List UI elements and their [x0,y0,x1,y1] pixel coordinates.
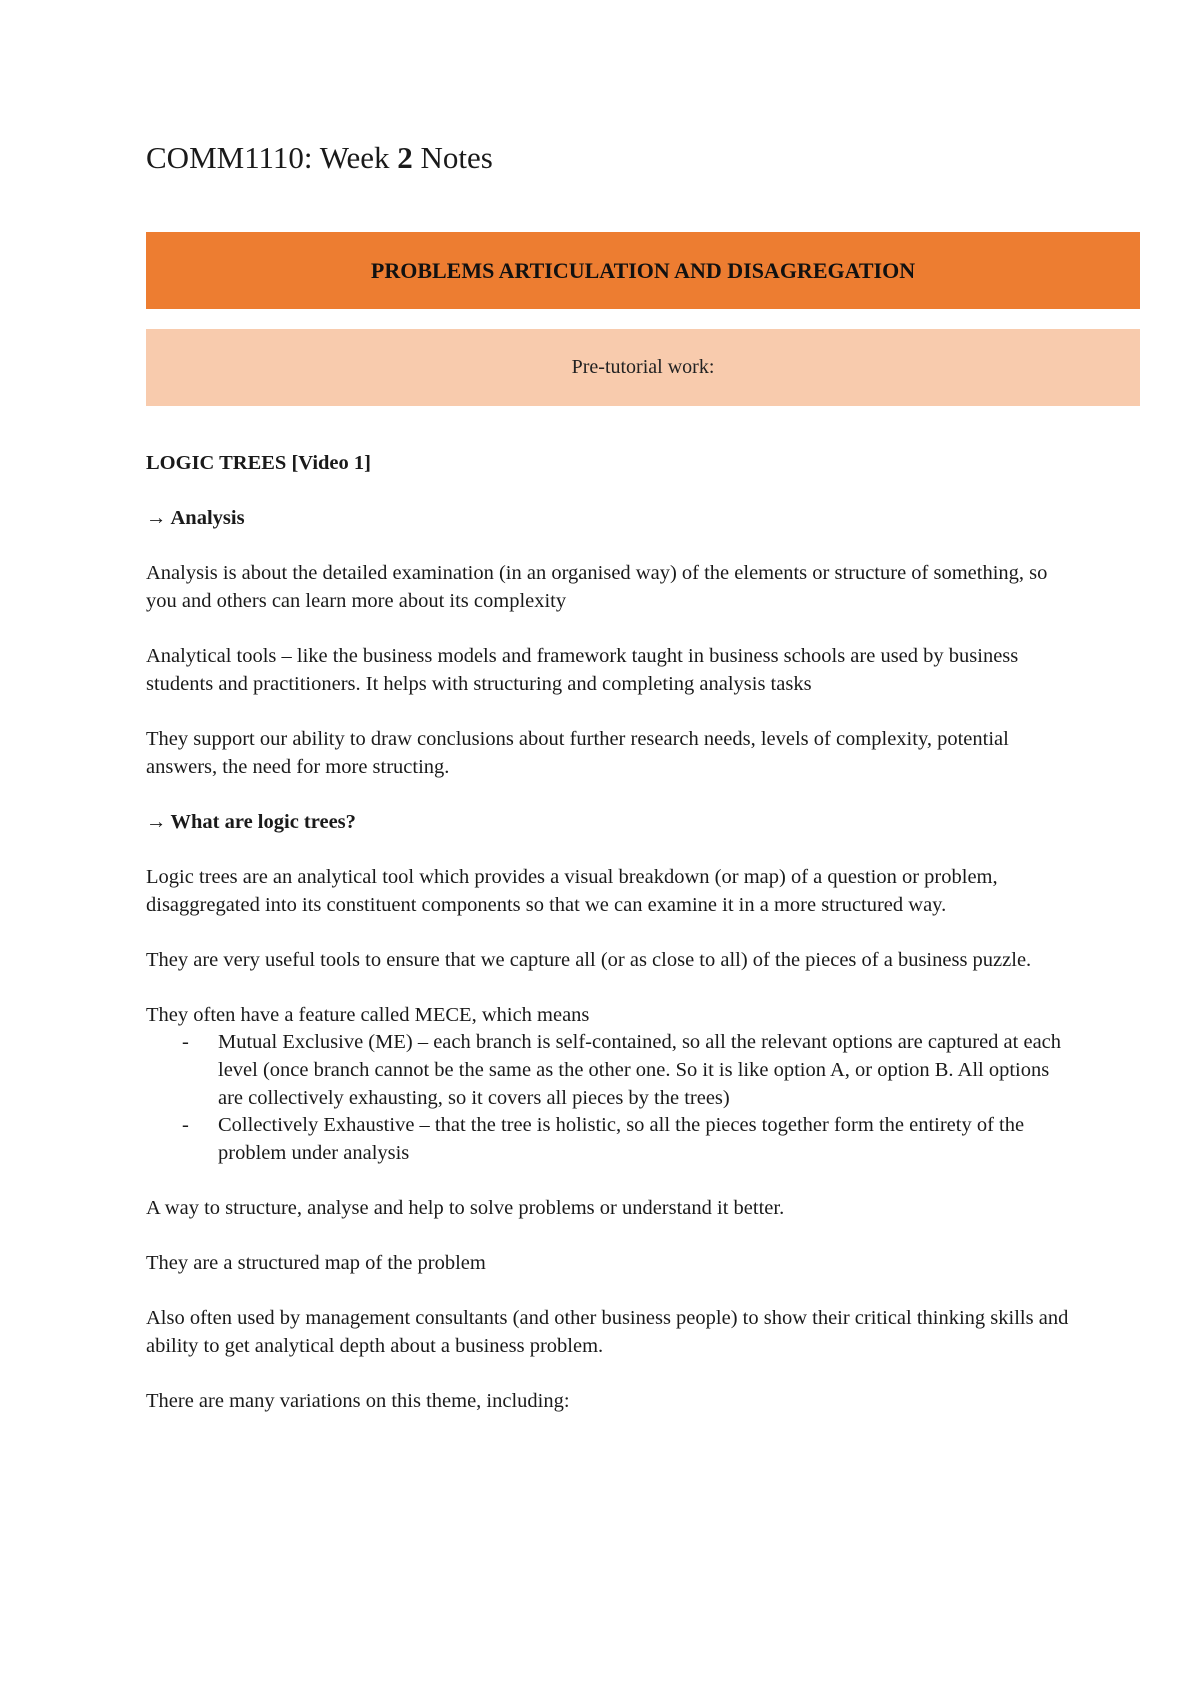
section-banner [146,232,1140,309]
logic-paragraph-2: They are very useful tools to ensure that we capture all (or as close to all) of the pieces of a business puzzle. [146,948,1032,971]
closing-paragraph-4: There are many variations on this theme, including: [146,1390,570,1413]
mece-intro: They often have a feature called MECE, which means [146,1003,590,1026]
arrow-right-icon: → [146,810,167,833]
list-item [146,1029,1076,1112]
analysis-heading-row [146,505,1076,533]
title-prefix: COMM1110: Week [146,140,398,175]
document-body [146,450,1076,1443]
title-week-number: 2 [397,140,413,175]
arrow-right-icon: → [146,507,167,530]
closing-paragraph-2: They are a structured map of the problem [146,1252,486,1275]
subsection-banner [146,329,1140,406]
list-item-text: Mutual Exclusive (ME) – each branch is self-contained, so all the relevant options are captured at each level (once branch cannot be the same as the other one. So it is like option A, or option B. All options are collectively exhausting, so it covers all pieces by the trees) [218,1031,1062,1109]
banner-subheading: Pre-tutorial work: [571,356,715,378]
logic-trees-heading: LOGIC TREES [Video 1] [146,452,371,474]
list-item-text: Collectively Exhaustive – that the tree is holistic, so all the pieces together form the entirety of the problem under analysis [218,1114,1025,1164]
closing-paragraph-3: Also often used by management consultants (and other business people) to show their critical thinking skills and ability to get analytical depth about a business problem. [146,1307,1069,1357]
document-title [146,142,493,173]
list-item [146,1112,1076,1167]
mece-list [146,1029,1076,1167]
banner-heading: PROBLEMS ARTICULATION AND DISAGREGATION [370,257,916,283]
analysis-heading: Analysis [170,507,245,530]
list-dash: - [182,1031,189,1054]
analysis-paragraph-3: They support our ability to draw conclusions about further research needs, levels of complexity, potential answers, the need for more structing. [146,727,1009,778]
logic-trees-question-heading: What are logic trees? [170,810,356,833]
title-suffix: Notes [412,140,493,175]
analysis-paragraph-1: Analysis is about the detailed examination (in an organised way) of the elements or structure of something, so you and others can learn more about its complexity [146,562,1048,612]
logic-heading-row [146,809,1076,837]
list-dash: - [182,1114,189,1137]
closing-paragraph-1: A way to structure, analyse and help to solve problems or understand it better. [146,1197,785,1220]
analysis-paragraph-2: Analytical tools – like the business models and framework taught in business schools are used by business students and practitioners. It helps with structuring and completing analysis tasks [146,645,1019,695]
logic-paragraph-1: Logic trees are an analytical tool which provides a visual breakdown (or map) of a question or problem, disaggregated into its constituent components so that we can examine it in a more structured way. [146,865,998,916]
